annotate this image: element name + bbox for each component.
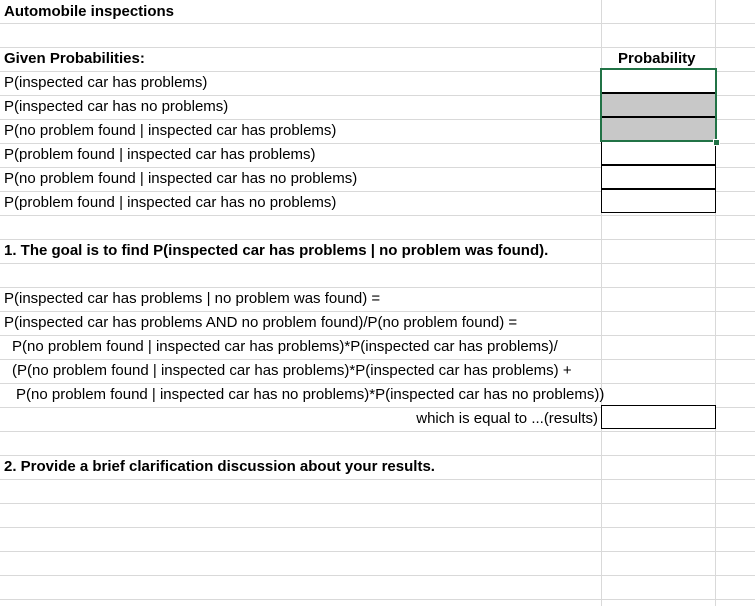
- given-row-label: P(inspected car has problems): [4, 74, 208, 91]
- given-row-label: P(no problem found | inspected car has problems): [4, 122, 337, 139]
- probability-cell-has-problems[interactable]: [601, 69, 716, 93]
- formula-line: (P(no problem found | inspected car has problems)*P(inspected car has problems) +: [12, 362, 572, 379]
- given-row-label: P(problem found | inspected car has no problems): [4, 194, 337, 211]
- fill-handle[interactable]: [713, 139, 720, 146]
- formula-line: P(no problem found | inspected car has problems)*P(inspected car has problems)/: [12, 338, 558, 355]
- probability-cell-found-given-problems[interactable]: [601, 141, 716, 165]
- probability-column-header: Probability: [618, 50, 696, 67]
- grid-row: [0, 480, 755, 504]
- formula-line: P(inspected car has problems AND no problem found)/P(no problem found) =: [4, 314, 518, 331]
- grid-row: [0, 432, 755, 456]
- formula-line: P(no problem found | inspected car has no problems)*P(inspected car has no problems)): [16, 386, 605, 403]
- result-cell[interactable]: [601, 405, 716, 429]
- given-row-label: P(inspected car has no problems): [4, 98, 229, 115]
- grid-row: [0, 216, 755, 240]
- probability-cell-no-problems[interactable]: [601, 93, 716, 117]
- given-row-label: P(problem found | inspected car has problems): [4, 146, 316, 163]
- given-row-label: P(no problem found | inspected car has no problems): [4, 170, 358, 187]
- grid-row: [0, 552, 755, 576]
- probability-cell-found-given-no-problems[interactable]: [601, 189, 716, 213]
- given-probabilities-header: Given Probabilities:: [4, 50, 145, 67]
- grid-row: [0, 528, 755, 552]
- grid-row: [0, 504, 755, 528]
- probability-cell-no-found-given-problems[interactable]: [601, 117, 716, 141]
- probability-cell-no-found-given-no-problems[interactable]: [601, 165, 716, 189]
- formula-line: P(inspected car has problems | no problem was found) =: [4, 290, 381, 307]
- grid-row: [0, 264, 755, 288]
- sheet-title: Automobile inspections: [4, 3, 175, 20]
- question-2: 2. Provide a brief clarification discussion about your results.: [4, 458, 435, 475]
- grid-row: [0, 576, 755, 600]
- result-label: which is equal to ...(results): [416, 410, 598, 427]
- grid-row: [0, 24, 755, 48]
- question-1: 1. The goal is to find P(inspected car has problems | no problem was found).: [4, 242, 549, 259]
